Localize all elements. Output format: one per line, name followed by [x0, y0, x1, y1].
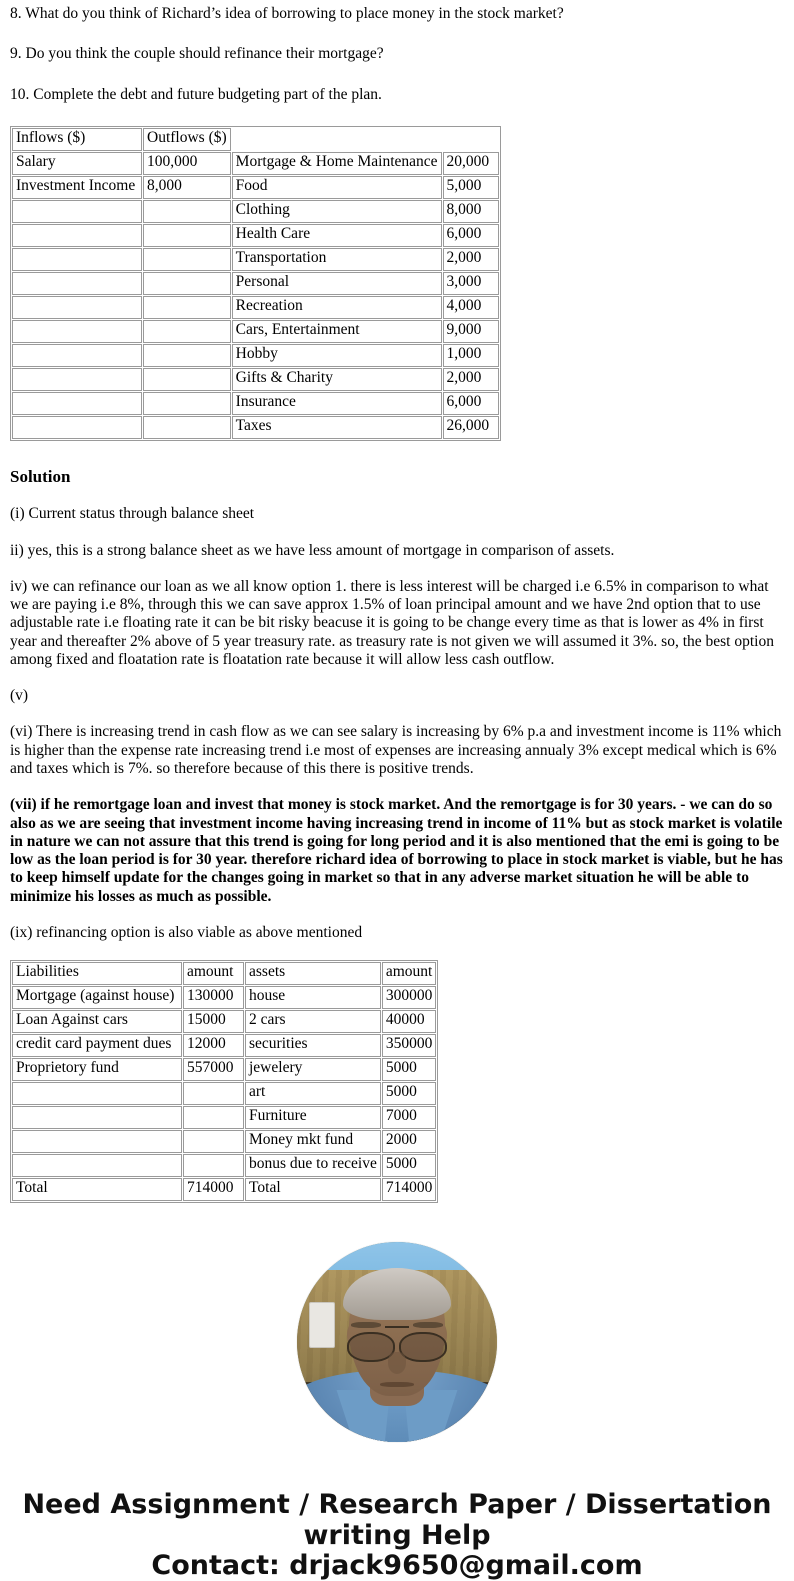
table-row — [12, 1130, 436, 1153]
avatar-nose — [388, 1352, 406, 1374]
cell-inflow-label — [12, 296, 142, 319]
cell-liability-amount — [183, 1130, 244, 1153]
banner-line-3: Contact: drjack9650@gmail.com — [151, 1549, 643, 1581]
cell-outflow-label: Personal — [232, 272, 442, 295]
balance-sheet-table — [10, 960, 438, 1203]
cell-liability: Loan Against cars — [12, 1010, 182, 1033]
cell-inflow-amount — [143, 416, 231, 439]
table-row — [12, 1058, 436, 1081]
table-header-row — [12, 128, 499, 151]
cell-outflow-amount: 4,000 — [443, 296, 499, 319]
header-outflows: Outflows ($) — [143, 128, 231, 151]
table-row — [12, 1034, 436, 1057]
cell-liability: Mortgage (against house) — [12, 986, 182, 1009]
cell-asset-amount: 5000 — [382, 1058, 437, 1081]
avatar-eyebrow-right — [413, 1322, 443, 1328]
cell-asset-total-amount: 714000 — [382, 1178, 437, 1201]
header-asset-amount: amount — [382, 962, 437, 985]
header-liability-amount: amount — [183, 962, 244, 985]
cell-asset: jewelery — [245, 1058, 381, 1081]
avatar-eyebrow-left — [351, 1322, 381, 1328]
cell-inflow-label — [12, 224, 142, 247]
solution-paragraph-iv: iv) we can refinance our loan as we all know option 1. there is less interest will be charged i.e 6.5% in comparison to what we are paying i.e 8%, through this we can save approx 1.5% of loan principal amount and we have 2nd option that to use adjustable rate i.e floating rate it can be bit risky beacuse it is going to be change every time as that is lower as 4% in first year and thereafter 2% above of 5 year treasury rate. as treasury rate is not given we will assumed it 3%. so, the best option among fixed and floatation rate is floatation rate because it will allow less cash outflow. — [10, 577, 774, 668]
cell-liability-amount — [183, 1106, 244, 1129]
table-row — [12, 1106, 436, 1129]
cell-outflow-label: Transportation — [232, 248, 442, 271]
cell-outflow-amount: 9,000 — [443, 320, 499, 343]
cell-asset-amount: 350000 — [382, 1034, 437, 1057]
avatar-mouth — [380, 1382, 414, 1387]
cell-inflow-label — [12, 368, 142, 391]
cell-liability: Proprietory fund — [12, 1058, 182, 1081]
questions-list — [0, 5, 794, 104]
question-8: 8. What do you think of Richard’s idea of borrowing to place money in the stock market? — [10, 5, 564, 22]
cell-inflow-amount — [143, 224, 231, 247]
table-row — [12, 344, 499, 367]
solution-heading: Solution — [10, 466, 71, 486]
cell-inflow-label — [12, 416, 142, 439]
table-row — [12, 392, 499, 415]
cell-liability — [12, 1154, 182, 1177]
cell-outflow-amount: 26,000 — [443, 416, 499, 439]
avatar-container — [0, 1242, 794, 1442]
solution-paragraph-ix: (ix) refinancing option is also viable as above mentioned — [10, 924, 363, 942]
cashflow-table — [10, 126, 501, 441]
solution-paragraph-vi: (vi) There is increasing trend in cash flow as we can see salary is increasing by 6% p.a and investment income is 11% which is higher than the expense rate increasing trend i.e most of expenses are increasing annualy 3% except medical which is 6% and taxes which is 7%. so therefore because of this there is positive trends. — [10, 723, 782, 778]
cell-inflow-label — [12, 320, 142, 343]
cell-liability — [12, 1130, 182, 1153]
cell-asset-amount: 5000 — [382, 1154, 437, 1177]
promo-banner — [0, 1490, 794, 1581]
cell-inflow-amount — [143, 392, 231, 415]
cell-outflow-label: Clothing — [232, 200, 442, 223]
cell-inflow-label — [12, 200, 142, 223]
cell-liability-amount: 12000 — [183, 1034, 244, 1057]
cell-outflow-label: Gifts & Charity — [232, 368, 442, 391]
table-row — [12, 152, 499, 175]
table-row — [12, 986, 436, 1009]
cell-outflow-amount: 2,000 — [443, 248, 499, 271]
cell-outflow-label: Insurance — [232, 392, 442, 415]
cell-outflow-label: Cars, Entertainment — [232, 320, 442, 343]
cell-inflow-amount: 100,000 — [143, 152, 231, 175]
table-row-total — [12, 1178, 436, 1201]
cell-inflow-amount — [143, 200, 231, 223]
table-row — [12, 224, 499, 247]
cell-asset-amount: 7000 — [382, 1106, 437, 1129]
table-row — [12, 1010, 436, 1033]
table-row — [12, 416, 499, 439]
cell-outflow-label: Taxes — [232, 416, 442, 439]
avatar-glasses-bridge — [385, 1326, 409, 1328]
cell-inflow-amount: 8,000 — [143, 176, 231, 199]
cell-outflow-label: Mortgage & Home Maintenance — [232, 152, 442, 175]
cell-outflow-label: Food — [232, 176, 442, 199]
cell-liability-total-label: Total — [12, 1178, 182, 1201]
table-row — [12, 272, 499, 295]
cell-asset: 2 cars — [245, 1010, 381, 1033]
cell-outflow-label: Hobby — [232, 344, 442, 367]
cell-outflow-label: Recreation — [232, 296, 442, 319]
avatar-wall-switchplate — [309, 1302, 335, 1348]
cell-inflow-label: Salary — [12, 152, 142, 175]
cell-liability-amount: 130000 — [183, 986, 244, 1009]
question-9: 9. Do you think the couple should refinance their mortgage? — [10, 45, 384, 63]
cell-asset-amount: 5000 — [382, 1082, 437, 1105]
cell-asset: house — [245, 986, 381, 1009]
cell-inflow-amount — [143, 248, 231, 271]
cell-asset: Furniture — [245, 1106, 381, 1129]
cell-outflow-amount: 6,000 — [443, 392, 499, 415]
cell-inflow-amount — [143, 344, 231, 367]
cell-outflow-amount: 1,000 — [443, 344, 499, 367]
cell-inflow-amount — [143, 272, 231, 295]
cell-liability-amount — [183, 1154, 244, 1177]
cell-liability-total-amount: 714000 — [183, 1178, 244, 1201]
cell-asset-total-label: Total — [245, 1178, 381, 1201]
cell-outflow-amount: 3,000 — [443, 272, 499, 295]
cell-asset-amount: 40000 — [382, 1010, 437, 1033]
cell-outflow-amount: 5,000 — [443, 176, 499, 199]
table-row — [12, 368, 499, 391]
solution-paragraph-ii: ii) yes, this is a strong balance sheet as we have less amount of mortgage in comparison of assets. — [10, 541, 615, 559]
cell-outflow-amount: 8,000 — [443, 200, 499, 223]
solution-paragraph-v: (v) — [10, 687, 29, 705]
cell-asset: Money mkt fund — [245, 1130, 381, 1153]
cell-outflow-label: Health Care — [232, 224, 442, 247]
table-row — [12, 176, 499, 199]
cell-liability — [12, 1106, 182, 1129]
header-assets: assets — [245, 962, 381, 985]
table-row — [12, 320, 499, 343]
solution-paragraph-vii: (vii) if he remortgage loan and invest that money is stock market. And the remortgage is for 30 years. - we can do so also as we are seeing that investment income having increasing trend in income of 11% but as stock market is volatile in nature we can not assure that this trend is going for long period and it is also mentioned that the emi is going to be low as the loan period is for 30 year. therefore richard idea of borrowing to place in stock market is viable, but he has to keep himself update for the changes going in market so that in any adverse market situation he will be able to minimize his losses as much as possible. — [10, 796, 783, 905]
table-row — [12, 1082, 436, 1105]
cell-asset-amount: 2000 — [382, 1130, 437, 1153]
cell-outflow-amount: 20,000 — [443, 152, 499, 175]
cell-liability-amount: 557000 — [183, 1058, 244, 1081]
cell-asset: securities — [245, 1034, 381, 1057]
cell-inflow-label — [12, 248, 142, 271]
cell-outflow-amount: 6,000 — [443, 224, 499, 247]
cell-outflow-amount: 2,000 — [443, 368, 499, 391]
cell-inflow-amount — [143, 368, 231, 391]
cell-asset: bonus due to receive — [245, 1154, 381, 1177]
header-spacer — [232, 128, 499, 151]
cell-inflow-amount — [143, 296, 231, 319]
banner-line-2: writing Help — [303, 1519, 491, 1551]
cell-liability — [12, 1082, 182, 1105]
avatar — [297, 1242, 497, 1442]
cell-inflow-label — [12, 272, 142, 295]
table-header-row — [12, 962, 436, 985]
banner-line-1: Need Assignment / Research Paper / Dissertation — [22, 1489, 772, 1521]
cell-asset-amount: 300000 — [382, 986, 437, 1009]
cell-liability-amount — [183, 1082, 244, 1105]
cell-inflow-label — [12, 344, 142, 367]
table-row — [12, 1154, 436, 1177]
cell-liability: credit card payment dues — [12, 1034, 182, 1057]
table-row — [12, 248, 499, 271]
solution-paragraph-i: (i) Current status through balance sheet — [10, 505, 255, 523]
table-row — [12, 200, 499, 223]
cell-liability-amount: 15000 — [183, 1010, 244, 1033]
header-liabilities: Liabilities — [12, 962, 182, 985]
cell-asset: art — [245, 1082, 381, 1105]
avatar-lens-right — [399, 1332, 447, 1362]
header-inflows: Inflows ($) — [12, 128, 142, 151]
document-page — [0, 5, 794, 1581]
cell-inflow-label: Investment Income — [12, 176, 142, 199]
table-row — [12, 296, 499, 319]
question-10: 10. Complete the debt and future budgeting part of the plan. — [10, 85, 382, 103]
cell-inflow-amount — [143, 320, 231, 343]
cell-inflow-label — [12, 392, 142, 415]
